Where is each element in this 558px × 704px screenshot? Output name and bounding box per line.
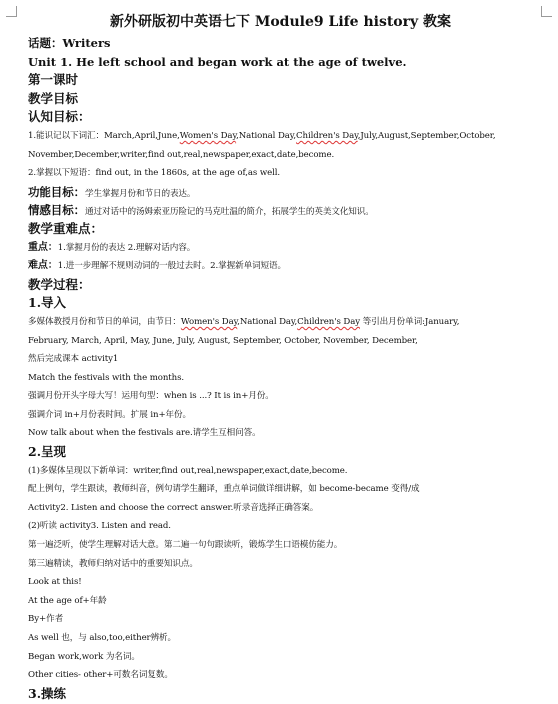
goals-heading: 教学目标: [28, 90, 79, 106]
page-corner-mark: [541, 6, 552, 17]
intro-line: 强调月份开头字母大写！运用句型：when is ...? It is in+月份。: [28, 391, 274, 402]
unit-heading: Unit 1. He left school and began work at the age of twelve.: [28, 54, 407, 69]
present-line: Look at this!: [28, 577, 82, 588]
page-corner-mark: [6, 6, 17, 17]
cognitive-heading: 认知目标：: [28, 109, 91, 125]
lesson-heading: 第一课时: [28, 72, 79, 88]
intro-line: February, March, April, May, June, July, August, September, October, November, December,: [28, 335, 418, 346]
section-present-heading: 2.呈现: [28, 444, 67, 460]
key-points-heading: 教学重难点：: [28, 220, 104, 236]
document-title: 新外研版初中英语七下 Module9 Life history 教案: [109, 14, 452, 30]
present-line: At the age of+年龄: [28, 595, 107, 606]
difficult-point: 难点：1.进一步理解不规则动词的一般过去时。2.掌握新单词短语。: [28, 260, 287, 272]
present-line: Began work,work 为名词。: [28, 651, 140, 662]
intro-line: 强调介词 in+月份表时间。扩展 in+年份。: [28, 409, 192, 420]
present-line: 第一遍泛听，使学生理解对话大意。第二遍一句句跟读听，锻炼学生口语模仿能力。: [28, 540, 343, 551]
key-point: 重点：1.掌握月份的表达 2.理解对话内容。: [28, 241, 196, 253]
intro-line: 然后完成课本 activity1: [28, 354, 119, 365]
present-line: Other cities- other+可数名词复数。: [28, 670, 173, 681]
document-page: [28, 12, 533, 703]
intro-line: Now talk about when the festivals are.请学生互相问答。: [28, 428, 261, 439]
cognitive-item-2: 2.掌握以下短语：find out, in the 1860s, at the age of,as well.: [28, 168, 281, 179]
present-line: Activity2. Listen and choose the correct answer.听录音选择正确答案。: [28, 502, 319, 513]
present-line: 第三遍精读，教师归纳对话中的重要知识点。: [28, 558, 198, 569]
process-heading: 教学过程：: [28, 276, 91, 292]
present-line: 配上例句，学生跟读，教师纠音，例句请学生翻译，重点单词做详细讲解，如 become-became 变得/成: [28, 484, 420, 495]
section-intro-heading: 1.导入: [28, 295, 67, 311]
present-line: (2)听读 activity3. Listen and read.: [28, 521, 171, 532]
present-line: As well 也，与 also,too,either辨析。: [28, 633, 177, 643]
emotion-goal: 情感目标：通过对话中的汤姆索亚历险记的马克吐温的简介，拓展学生的英美文化知识。: [28, 203, 374, 218]
intro-line: 多媒体教授月份和节日的单词，由节日：Women's Day,National Day,Children's Day 等引出月份单词:January,: [28, 316, 460, 327]
cognitive-item-1: 1.能识记以下词汇：March,April,June,Women's Day,National Day,Children's Day,July,August,September,October,: [28, 130, 496, 141]
topic-heading: 话题：Writers: [28, 36, 111, 50]
present-line: By+作者: [28, 614, 64, 625]
intro-line: Match the festivals with the months.: [28, 372, 185, 383]
function-goal: 功能目标：学生掌握月份和节日的表达。: [28, 184, 196, 199]
present-line: (1)多媒体呈现以下新单词：writer,find out,real,newspaper,exact,date,become.: [28, 465, 348, 476]
cognitive-item-1-cont: November,December,writer,find out,real,newspaper,exact,date,become.: [28, 149, 335, 160]
section-practice-heading: 3.操练: [28, 685, 67, 701]
